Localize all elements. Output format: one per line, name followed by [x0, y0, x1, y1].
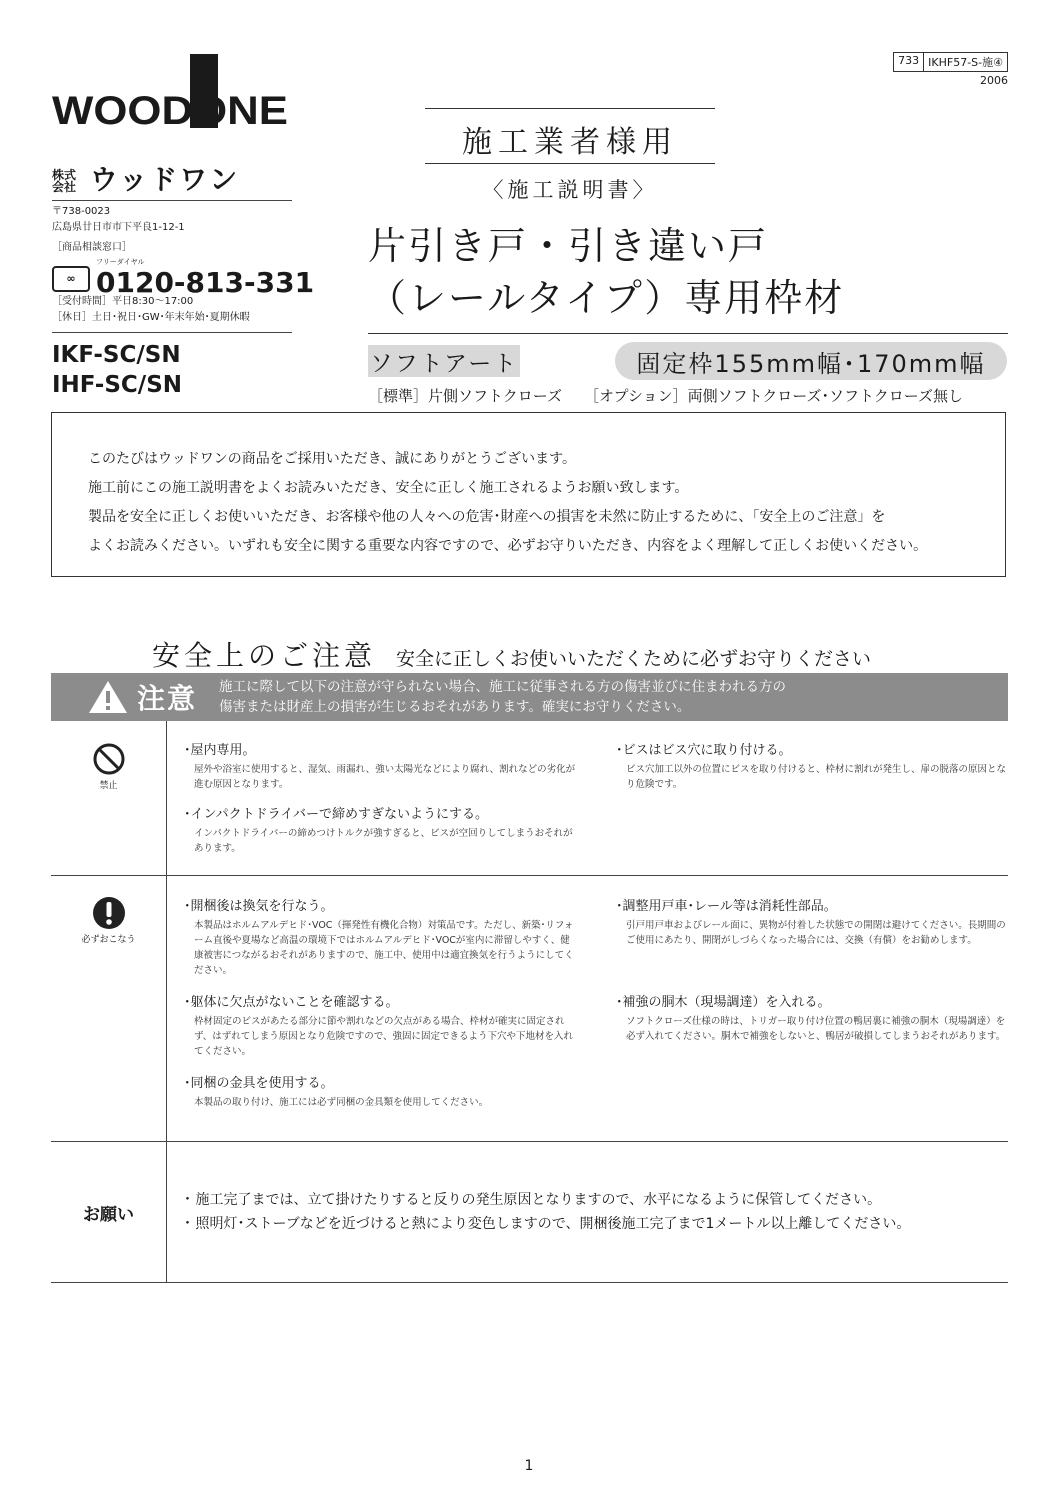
product-line-2: （レールタイプ）専用枠材 [368, 276, 845, 320]
request-label: お願い [83, 1205, 134, 1225]
caution-line: 傷害または財産上の損害が生じるおそれがあります。確実にお守りください。 [219, 699, 691, 715]
item-desc: インパクトドライバーの締めつけトルクが強すぎると、ビスが空回りしてしまうおそれがあります。 [194, 828, 573, 854]
frame-width-badge: 固定枠155mm幅･170mm幅 [615, 342, 1007, 380]
desk-label: ［商品相談窓口］ [52, 242, 132, 253]
title-rule [425, 163, 715, 164]
doc-year: 2006 [980, 74, 1008, 87]
caution-line: 施工に際して以下の注意が守られない場合、施工に従事される方の傷害並びに住まわれる方の [219, 679, 786, 695]
safety-subtitle: 安全に正しくお使いいただくために必ずお守りください [396, 648, 872, 670]
freedial-label: フリーダイヤル [96, 258, 145, 266]
divider [52, 200, 292, 201]
caution-item [184, 806, 579, 856]
item-desc: 本製品の取り付け、施工には必ず同梱の金具類を使用してください。 [194, 1097, 489, 1108]
postal-code: 〒738-0023 [52, 206, 111, 217]
mandatory-icon [92, 896, 126, 930]
item-desc: 引戸用戸車およびレール面に、異物が付着した状態での開閉は避けてください。長期間のご使用にあたり、開閉がしづらくなった場合には、交換（有償）をお勧めします。 [626, 920, 1006, 946]
table-divider [51, 1282, 1008, 1283]
logo-text: WOODONE [52, 89, 288, 132]
caution-item [184, 898, 579, 978]
series-label: ソフトアート [368, 345, 520, 377]
hours-block [52, 294, 250, 326]
caution-item [616, 994, 1008, 1044]
caution-item [616, 742, 1008, 792]
item-title: ･補強の胴木（現場調達）を入れる。 [616, 995, 831, 1010]
prohibited-icon [92, 742, 126, 776]
item-title: ･躯体に欠点がないことを確認する。 [184, 995, 399, 1010]
phone-line [52, 258, 314, 299]
prohibited-cell [51, 742, 166, 791]
caution-label: 注意 [137, 682, 198, 715]
doc-code: IKHF57-S-施④ [923, 53, 1007, 71]
product-line-1: 片引き戸・引き違い戸 [368, 224, 769, 268]
caution-item [616, 898, 1008, 948]
item-desc: ビス穴加工以外の位置にビスを取り付けると、枠材に割れが発生し、扉の脱落の原因となり危険です。 [626, 764, 1007, 790]
caution-bar [51, 673, 1008, 721]
address-block [52, 204, 185, 256]
intro-line: 施工前にこの施工説明書をよくお読みいただき、安全に正しく施工されるようお願い致します。 [88, 480, 689, 496]
table-divider [51, 875, 1008, 876]
hours: ［受付時間］平日8:30〜17:00 [52, 296, 194, 307]
model-list [52, 340, 182, 400]
item-title: ･開梱後は換気を行なう。 [184, 899, 334, 914]
model-code: IKF-SC/SN [52, 342, 181, 368]
product-title [368, 220, 844, 324]
freedial-icon: ∞ [52, 266, 90, 292]
closing-options [368, 385, 963, 406]
item-desc: 本製品はホルムアルデヒド･VOC（揮発性有機化合物）対策品です。ただし、新築･リフォーム直後や夏場など高温の環境下ではホルムアルデヒド･VOCが室内に滞留しやすく、健康被害につながるおそれがありますので、施工中、使用中は適宜換気を行うようにしてください。 [194, 920, 574, 976]
safety-heading [152, 634, 871, 674]
doc-number: 733 [898, 54, 920, 67]
item-title: ･同梱の金具を使用する。 [184, 1076, 334, 1091]
item-title: ･ビスはビス穴に取り付ける。 [616, 743, 792, 758]
request-item: ･ 照明灯･ストーブなどを近づけると熱により変色しますので、開梱後施工完了まで1メートル以上離してください。 [184, 1216, 911, 1232]
prohibited-caption: 禁止 [99, 781, 118, 791]
caution-item [184, 742, 579, 792]
optional-option: ［オプション］両側ソフトクローズ･ソフトクローズ無し [583, 387, 964, 405]
item-title: ･屋内専用。 [184, 743, 256, 758]
mandatory-caption: 必ずおこなう [81, 935, 136, 945]
item-title: ･調整用戸車･レール等は消耗性部品。 [616, 899, 837, 914]
document-code [893, 52, 1008, 87]
caution-item [184, 994, 579, 1059]
mandatory-cell [51, 896, 166, 945]
table-divider [51, 1141, 1008, 1142]
phone-number[interactable]: 0120-813-331 [96, 266, 315, 299]
company-name-text: ウッドワン [89, 163, 240, 196]
safety-title: 安全上のご注意 [152, 639, 377, 672]
audience-title: 施工業者様用 [462, 125, 678, 160]
doc-type: 〈施工説明書〉 [482, 178, 658, 202]
item-desc: 屋外や浴室に使用すると、湿気、雨漏れ、強い太陽光などにより腐れ、割れなどの劣化が進む原因となります。 [194, 764, 576, 790]
caution-message [219, 677, 786, 717]
company-name [52, 158, 239, 198]
page-number: 1 [524, 1458, 534, 1474]
item-desc: ソフトクローズ仕様の時は、トリガー取り付け位置の鴨居裏に補強の胴木（現場調達）を必ず入れてください。胴木で補強をしないと、鴨居が破損してしまうおそれがあります。 [626, 1016, 1006, 1042]
request-item: ･ 施工完了までは、立て掛けたりすると反りの発生原因となりますので、水平になるように保管してください。 [184, 1192, 882, 1208]
divider [52, 332, 292, 333]
holidays: ［休日］土日･祝日･GW･年末年始･夏期休暇 [52, 312, 250, 323]
table-column-divider [166, 721, 167, 1283]
company-prefix: 株式会社 [52, 168, 77, 194]
warning-icon [87, 679, 129, 715]
intro-line: このたびはウッドワンの商品をご採用いただき、誠にありがとうございます。 [88, 451, 577, 467]
intro-box [51, 412, 1006, 577]
intro-line: 製品を安全に正しくお使いいただき、お客様や他の人々への危害･財産への損害を未然に防止するために、「安全上のご注意」を [88, 509, 886, 525]
request-list [184, 1188, 910, 1236]
product-rule [368, 333, 1008, 334]
item-desc: 枠材固定のビスがあたる部分に節や割れなどの欠点がある場合、枠材が確実に固定されず、はずれてしまう原因となり危険ですので、強固に固定できるよう下穴や下地材を入れてください。 [194, 1016, 574, 1057]
standard-option: ［標準］片側ソフトクローズ [368, 387, 562, 405]
model-code: IHF-SC/SN [52, 372, 183, 398]
item-title: ･インパクトドライバーで締めすぎないようにする。 [184, 807, 488, 822]
caution-item [184, 1075, 579, 1110]
intro-line: よくお読みください。いずれも安全に関する重要な内容ですので、必ずお守りいただき、内容をよく理解して正しくお使いください。 [88, 538, 928, 554]
woodone-logo [52, 52, 292, 132]
title-rule [425, 108, 715, 109]
address: 広島県廿日市市下平良1-12-1 [52, 222, 185, 233]
